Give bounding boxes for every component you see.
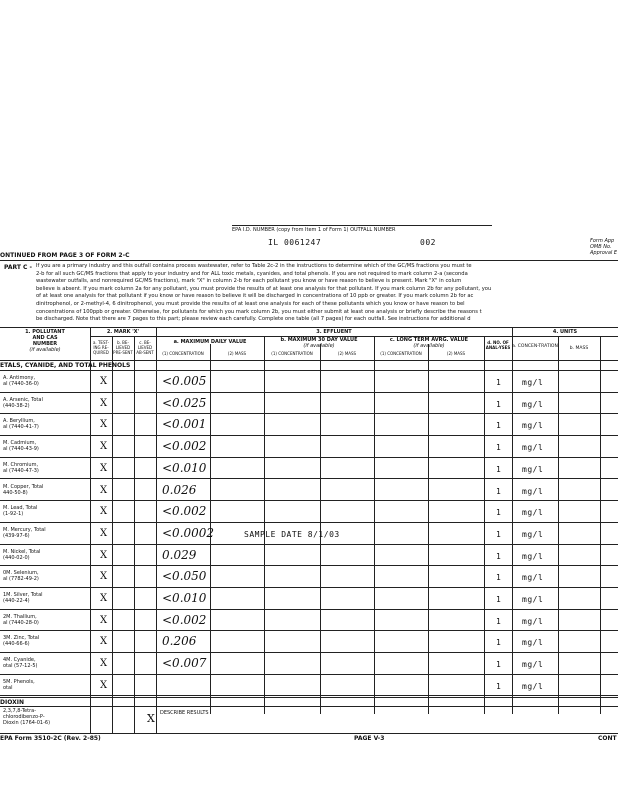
concentration-unit[interactable]: mg/l: [522, 508, 544, 518]
pollutant-name-line: A. Antimony,: [3, 375, 36, 381]
table-row: [0, 480, 618, 502]
pollutant-name-line: M. Cadmium,: [3, 440, 37, 447]
pollutant-name-line: M. Lead, Total: [3, 505, 38, 512]
dioxin-top-rule: [0, 697, 618, 698]
pollutant-cas: al (7440-47-3): [3, 467, 39, 474]
pollutant-name: [3, 679, 89, 691]
mark-believed-present[interactable]: X: [100, 658, 108, 670]
max-daily-concentration[interactable]: <0.005: [162, 374, 207, 388]
pollutant-name-line: 4M. Cyanide,: [3, 657, 36, 664]
pollutant-header-4: (if available): [29, 347, 61, 353]
dioxin-name-2: chlorodibenzo-P-: [3, 714, 45, 720]
mass-sub-2: (2) MASS: [337, 351, 357, 356]
table-row: [0, 458, 618, 480]
pollutant-cas: (440-02-0): [3, 554, 30, 561]
table-row: [0, 653, 618, 675]
mark-col-c: c. BE-LIEVED AB-SENT: [136, 340, 154, 355]
header-rule: [0, 260, 618, 261]
concentration-unit[interactable]: mg/l: [522, 378, 544, 387]
sample-date: SAMPLE DATE 8/1/03: [244, 530, 340, 539]
pollutant-name: [3, 505, 89, 517]
pollutant-header-3: NUMBER: [32, 341, 58, 347]
pollutant-name-line: 3M. Zinc, Total: [3, 635, 40, 642]
pollutant-cas: 440-50-8): [3, 489, 28, 496]
pollutant-name: [3, 592, 89, 604]
pollutant-header-1: 1. POLLUTANT: [25, 329, 65, 335]
conc-sub-3: (1) CONCENTRATION: [380, 351, 422, 356]
pollutant-cas: (1-92-1): [3, 511, 24, 518]
pollutant-cas: (440-66-6): [3, 641, 30, 648]
section-dioxin-label: DIOXIN: [0, 699, 24, 706]
mark-believed-present[interactable]: X: [100, 593, 108, 604]
part-c-line-7: concentrations of 100ppb or greater. Otherwise, for pollutants for which you mark column 2b, you must either submit at least one analysis or briefly describe the reasons t: [36, 308, 482, 315]
max-daily-concentration[interactable]: <0.002: [162, 612, 207, 627]
number-of-analyses[interactable]: 1: [496, 443, 502, 453]
number-of-analyses[interactable]: 1: [496, 486, 502, 496]
max-30-header: [264, 337, 374, 349]
pollutant-name-line: 2M. Thallium,: [3, 613, 37, 620]
no-analyses-header: d. NO. OF ANAL-YSES: [485, 340, 511, 350]
pollutant-name: [3, 549, 89, 561]
form-approved-2: OMB No.: [590, 244, 612, 250]
pollutant-cas: otal (57-12-5): [3, 663, 38, 670]
pollutant-name: [3, 418, 89, 430]
number-of-analyses[interactable]: 1: [496, 529, 502, 539]
concentration-unit[interactable]: mg/l: [522, 486, 544, 496]
concentration-unit[interactable]: mg/l: [522, 595, 544, 604]
mark-col-b: b. BE-LIEVED PRE-SENT: [113, 340, 133, 355]
mark-believed-present[interactable]: X: [100, 614, 108, 626]
max-daily-concentration[interactable]: <0.002: [162, 504, 207, 519]
table-row: [0, 610, 618, 632]
pollutant-name-line: A. Beryllium,: [3, 418, 35, 425]
number-of-analyses[interactable]: 1: [496, 616, 502, 626]
pollutant-cas: otal: [3, 684, 13, 691]
long-term-sub: (if available): [413, 343, 445, 349]
table-row: [0, 588, 618, 610]
pollutant-name-line: 5M. Phenols,: [3, 678, 35, 685]
number-of-analyses[interactable]: 1: [496, 660, 502, 670]
pollutant-name: [3, 527, 89, 539]
header-bottom-rule: [0, 360, 618, 361]
concentration-unit[interactable]: mg/l: [522, 464, 544, 474]
pollutant-name-line: M. Mercury, Total: [3, 526, 46, 533]
dioxin-sub-rule: [0, 706, 618, 707]
number-of-analyses[interactable]: 1: [496, 421, 502, 431]
part-c-line-8: be discharged. Note that there are 7 pages to this part; please review each carefully. Complete one table (all 7 pages) for each outfall. See instructions for additional d: [36, 316, 471, 323]
mark-believed-present[interactable]: X: [100, 679, 108, 691]
mark-believed-present[interactable]: X: [100, 397, 108, 409]
long-term-header: [374, 337, 484, 349]
table-row: [0, 545, 618, 567]
part-c-line-1: If you are a primary industry and this outfall contains process wastewater, refer to Table 2c-2 in the instructions to determine which of the GC/MS fractions you must te: [36, 263, 472, 269]
epa-id-rule: [232, 225, 492, 226]
mark-believed-present[interactable]: X: [100, 506, 108, 518]
epa-id-value: IL 0061247: [268, 238, 322, 247]
mass-sub-3: (2) MASS: [446, 351, 466, 356]
continued-from: ONTINUED FROM PAGE 3 OF FORM 2-C: [0, 252, 130, 259]
form-approved-1: Form App: [590, 238, 615, 244]
table-bottom-rule: [0, 733, 618, 734]
max-daily-concentration[interactable]: <0.0002: [162, 525, 215, 540]
table-row: [0, 436, 618, 458]
number-of-analyses[interactable]: 1: [496, 681, 502, 691]
concentration-unit[interactable]: mg/l: [522, 529, 544, 539]
pollutant-cas: al (7440-28-0): [3, 619, 39, 626]
long-term-title: c. LONG TERM AVRG. VALUE: [389, 337, 469, 343]
mark-believed-present[interactable]: X: [100, 527, 108, 539]
dioxin-name-1: 2,3,7,8-Tetra-: [3, 708, 37, 714]
units-mass-header: b. MASS: [569, 346, 589, 351]
dioxin-name: [3, 708, 89, 726]
footer-cont: CONT: [598, 735, 617, 742]
dioxin-mark[interactable]: X: [147, 712, 155, 725]
pollutant-cas: (440-22-4): [3, 598, 30, 604]
pollutant-name-line: M. Copper, Total: [3, 483, 44, 490]
mark-believed-present[interactable]: X: [100, 376, 108, 387]
pollutant-name-line: 0M. Selenium,: [3, 570, 39, 577]
mark-col-a: a. TEST-ING RE-QUIRED: [92, 340, 110, 355]
mark-believed-present[interactable]: X: [100, 571, 108, 583]
concentration-unit[interactable]: mg/l: [522, 443, 544, 453]
pollutant-name-line: M. Nickel, Total: [3, 548, 41, 555]
max-30-title: b. MAXIMUM 30 DAY VALUE: [280, 337, 358, 343]
max-daily-concentration[interactable]: <0.010: [162, 460, 207, 475]
pollutant-name: [3, 397, 89, 409]
part-c-line-2: 2-b for all such GC/MS fractions that apply to your industry and for ALL toxic metals, cyanides, and total phenols. If you are not required to mark column 2-a (seconda: [36, 270, 468, 277]
table-row: [0, 501, 618, 523]
effluent-header: 3. EFFLUENT: [316, 329, 352, 335]
epa-id-label: EPA I.D. NUMBER (copy from Item 1 of Form 1) OUTFALL NUMBER: [232, 227, 396, 233]
max-daily-concentration[interactable]: 0.026: [162, 482, 197, 497]
max-daily-concentration[interactable]: 0.206: [162, 634, 197, 649]
max-daily-concentration[interactable]: <0.001: [162, 417, 207, 432]
units-header: 4. UNITS: [552, 329, 578, 335]
table-row: [0, 414, 618, 436]
mass-sub-1: (2) MASS: [227, 351, 247, 356]
units-conc-header: a. CONCEN-TRATION: [512, 344, 558, 349]
max-daily-concentration[interactable]: <0.050: [162, 569, 207, 584]
table-top-rule: [0, 327, 618, 328]
pollutant-cas: al (7440-41-7): [3, 424, 39, 431]
concentration-unit[interactable]: mg/l: [522, 421, 544, 431]
table-row: [0, 566, 618, 588]
outfall-number: 002: [420, 238, 436, 247]
number-of-analyses[interactable]: 1: [496, 378, 502, 387]
footer-form: EPA Form 3510-2C (Rev. 2-85): [0, 735, 101, 742]
pollutant-cas: al (7782-49-2): [3, 576, 39, 583]
pollutant-name: [3, 657, 89, 669]
mark-believed-present[interactable]: X: [100, 636, 108, 648]
conc-sub-2: (1) CONCENTRATION: [271, 351, 313, 356]
number-of-analyses[interactable]: 1: [496, 399, 502, 409]
part-c-instructions: [36, 263, 616, 324]
concentration-unit[interactable]: mg/l: [522, 616, 544, 626]
mark-believed-present[interactable]: X: [100, 419, 108, 431]
pollutant-name: [3, 440, 89, 452]
max-daily-concentration[interactable]: <0.025: [162, 395, 207, 410]
max-30-sub: (if available): [303, 343, 335, 349]
part-c-line-6: dinitrophenol, or 2-methyl-4, 6 dinitrophenol, you must provide the results of at least one analysis for each of these pollutants which you know or have reason to bel: [36, 300, 465, 307]
mark-believed-present[interactable]: X: [100, 441, 108, 453]
mark-believed-present[interactable]: X: [100, 549, 108, 561]
number-of-analyses[interactable]: 1: [496, 595, 502, 604]
pollutant-name: [3, 462, 89, 474]
pollutant-name: [3, 635, 89, 647]
table-row: [0, 393, 618, 415]
max-daily-concentration[interactable]: <0.010: [162, 591, 207, 605]
footer-page: PAGE V-3: [354, 735, 385, 742]
pollutant-cas: (440-38-2): [3, 402, 30, 409]
number-of-analyses[interactable]: 1: [496, 638, 502, 648]
concentration-unit[interactable]: mg/l: [522, 399, 544, 409]
part-c-line-5: of at least one analysis for that pollutant if you know or have reason to believe it will be discharged in concentrations of 10 ppb or greater. If you mark column 2b for ac: [36, 293, 474, 300]
pollutant-name-line: M. Chromium,: [3, 461, 39, 468]
conc-sub-1: (1) CONCENTRATION: [162, 351, 204, 356]
max-daily-concentration[interactable]: <0.002: [162, 439, 207, 454]
pollutant-name-line: A. Arsenic, Total: [3, 396, 43, 403]
pollutant-name: [3, 375, 89, 387]
pollutant-header: [2, 329, 88, 353]
pollutant-cas: al (7440-43-9): [3, 446, 39, 453]
pollutant-name: [3, 614, 89, 626]
table-row: [0, 675, 618, 697]
pollutant-cas: (439-97-6): [3, 532, 30, 539]
max-daily-concentration[interactable]: 0.029: [162, 547, 197, 562]
number-of-analyses[interactable]: 1: [496, 573, 502, 583]
concentration-unit[interactable]: mg/l: [522, 551, 544, 561]
number-of-analyses[interactable]: 1: [496, 508, 502, 518]
table-row: [0, 631, 618, 653]
pollutant-name: [3, 484, 89, 496]
mark-x-header: 2. MARK 'X': [106, 329, 140, 335]
concentration-unit[interactable]: mg/l: [522, 660, 544, 670]
max-daily-header: a. MAXIMUM DAILY VALUE: [173, 339, 247, 345]
part-c-line-4: believe is absent. If you mark column 2a for any pollutant, you must provide the results of at least one analysis for that pollutant. If you mark column 2b for any pollutant, you: [36, 285, 492, 292]
max-daily-concentration[interactable]: <0.007: [162, 656, 207, 671]
mark-believed-present[interactable]: X: [100, 462, 108, 474]
concentration-unit[interactable]: mg/l: [522, 573, 544, 583]
part-c-line-3: wastewater outfalls, and nonrequired GC/MS fractions), mark "X" in column 2-b for each pollutant you know or have reason to believe is present. Mark "X" in colum: [36, 278, 462, 285]
concentration-unit[interactable]: mg/l: [522, 638, 544, 648]
dioxin-name-3: Dioxin (1764-01-6): [3, 720, 51, 726]
table-row: [0, 371, 618, 393]
concentration-unit[interactable]: mg/l: [522, 681, 544, 691]
part-c-label: PART C -: [4, 264, 33, 271]
pollutant-name: [3, 570, 89, 582]
number-of-analyses[interactable]: 1: [496, 464, 502, 474]
pollutant-cas: al (7440-36-0): [3, 381, 39, 387]
pollutant-name-line: 1M. Silver, Total: [3, 592, 43, 598]
mark-believed-present[interactable]: X: [100, 484, 108, 496]
form-approved-3: Approval E: [590, 250, 618, 256]
number-of-analyses[interactable]: 1: [496, 551, 502, 561]
dioxin-describe: DESCRIBE RESULTS: [160, 710, 209, 716]
pollutant-header-2: AND CAS: [32, 335, 58, 341]
section-metals-label: ETALS, CYANIDE, AND TOTAL PHENOLS: [0, 362, 131, 369]
